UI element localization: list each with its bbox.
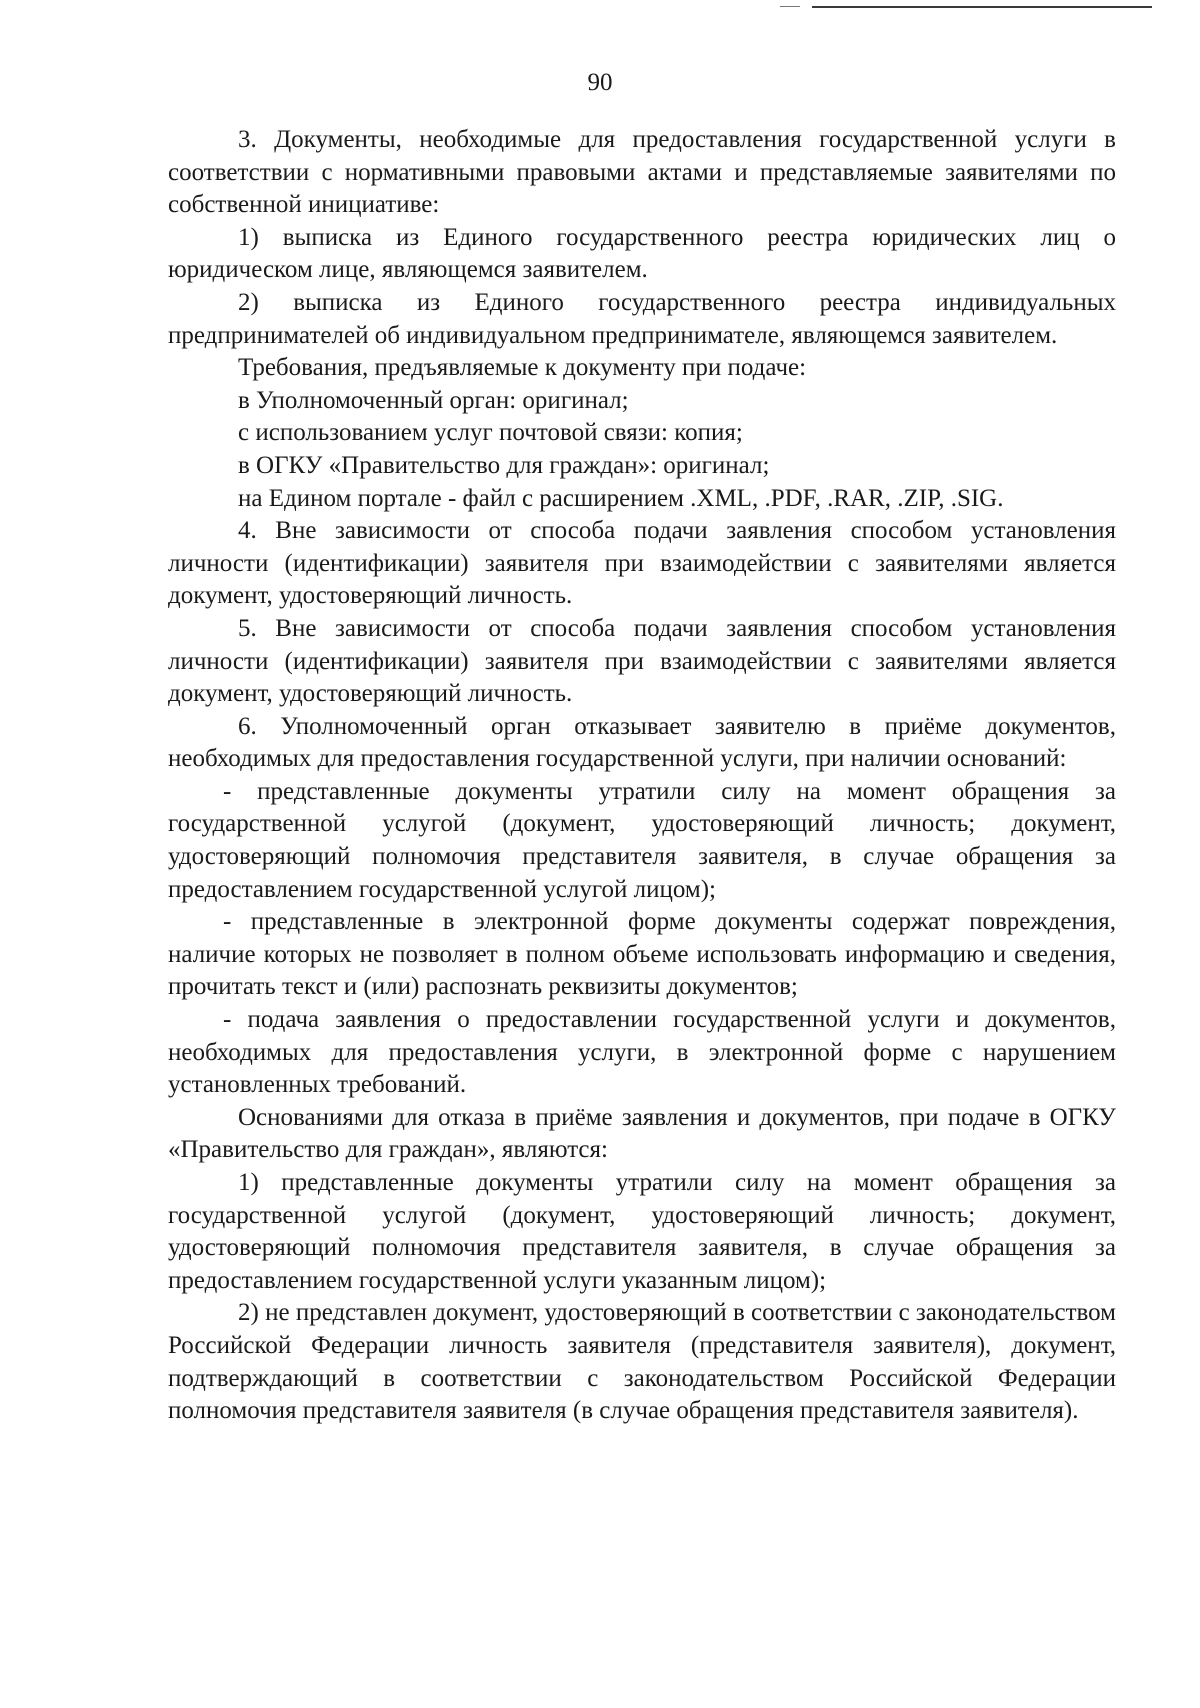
ogku-refusal-reason-1: 1) представленные документы утратили силу на момент обращения за государственной услугой (документ, удостоверяющий личность; документ, удостоверяющий полномочия представителя заявителя, в случае обращения за предоставлением государственной услуги указанным лицом); <box>168 1169 1116 1294</box>
refusal-reason-expired: - представленные документы утратили силу на момент обращения за государственной услугой (документ, удостоверяющий личность; документ, удостоверяющий полномочия представителя заявителя, в случае обращения за предоставлением государственной услугой лицом); <box>168 777 1116 903</box>
document-body <box>168 124 1116 1428</box>
paragraph-item-5: 5. Вне зависимости от способа подачи заявления способом установления личности (идентификации) заявителя при взаимодействии с заявителями является документ, удостоверяющий личность. <box>168 614 1116 708</box>
refusal-reason-damaged: - представленные в электронной форме документы содержат повреждения, наличие которых не позволяет в полном объеме использовать информацию и сведения, прочитать текст и (или) распознать реквизиты документов; <box>168 908 1116 1001</box>
list-item-egrul-extract: 1) выписка из Единого государственного реестра юридических лиц о юридическом лице, являющемся заявителем. <box>168 223 1116 284</box>
paragraph-item-3: 3. Документы, необходимые для предоставления государственной услуги в соответствии с нормативными правовыми актами и представляемые заявителями по собственной инициативе: <box>168 126 1116 219</box>
requirements-heading: Требования, предъявляемые к документу при подаче: <box>238 354 807 382</box>
scan-artifact-line <box>780 6 800 7</box>
requirement-ogku: в ОГКУ «Правительство для граждан»: оригинал; <box>238 451 770 479</box>
requirement-authorized-body: в Уполномоченный орган: оригинал; <box>238 386 629 414</box>
paragraph-item-4: 4. Вне зависимости от способа подачи заявления способом установления личности (идентификации) заявителя при взаимодействии с заявителями является документ, удостоверяющий личность. <box>168 517 1116 610</box>
page-number: 90 <box>587 69 613 96</box>
paragraph-item-6: 6. Уполномоченный орган отказывает заявителю в приёме документов, необходимых для предоставления государственной услуги, при наличии оснований: <box>168 712 1116 773</box>
ogku-refusal-heading: Основаниями для отказа в приёме заявления и документов, при подаче в ОГКУ «Правительство для граждан», являются: <box>168 1103 1116 1164</box>
requirement-portal: на Едином портале - файл с расширением .XML, .PDF, .RAR, .ZIP, .SIG. <box>238 484 1004 512</box>
scan-artifact-line <box>812 6 1152 8</box>
ogku-refusal-reason-2: 2) не представлен документ, удостоверяющий в соответствии с законодательством Российской Федерации личность заявителя (представителя заявителя), документ, подтверждающий в соответствии с законодательством Российской Федерации полномочия представителя заявителя (в случае обращения представителя заявителя). <box>168 1299 1116 1425</box>
requirement-postal: с использованием услуг почтовой связи: копия; <box>238 419 743 447</box>
refusal-reason-violation: - подача заявления о предоставлении государственной услуги и документов, необходимых для предоставления услуги, в электронной форме с нарушением установленных требований. <box>168 1006 1116 1099</box>
list-item-egrip-extract: 2) выписка из Единого государственного реестра индивидуальных предпринимателей об индивидуальном предпринимателе, являющемся заявителем. <box>168 288 1116 349</box>
